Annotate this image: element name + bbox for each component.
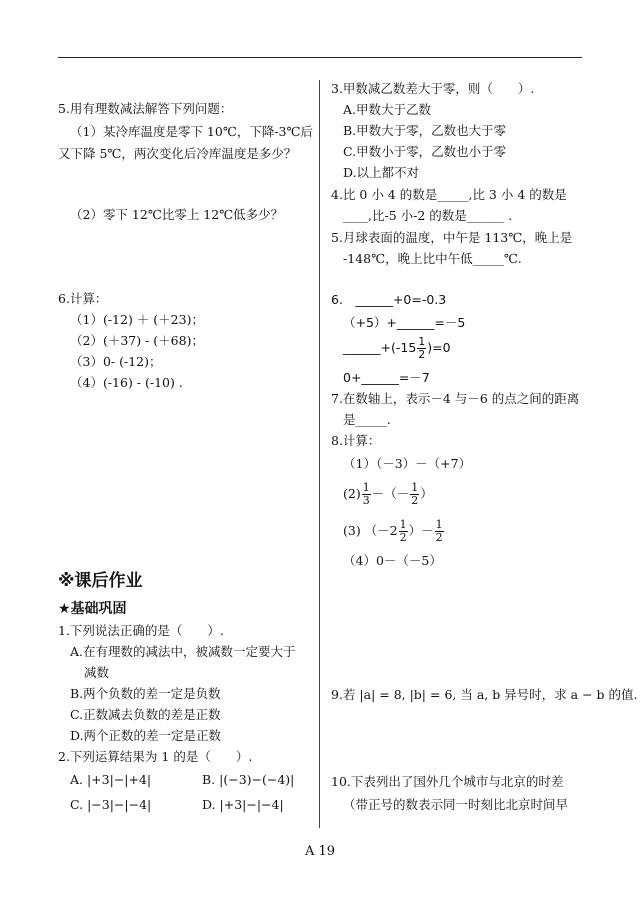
fraction-numerator: 1 xyxy=(411,481,419,494)
b1-option-b: B.两个负数的差一定是负数 xyxy=(70,686,221,701)
r-q9: 9.若 |a| = 8, |b| = 6, 当 a, b 异号时，求 a − b 的值. xyxy=(331,687,638,702)
r-q8-stem: 8.计算： xyxy=(331,433,381,448)
r-q7-line2: 是_____. xyxy=(343,412,391,427)
fraction-1-2 xyxy=(410,482,419,507)
header-rule xyxy=(58,57,582,58)
q5-part1-line2: 又下降 5℃，两次变化后冷库温度是多少？ xyxy=(58,146,297,161)
r-q6-line1: 6. ______+0=-0.3 xyxy=(331,292,447,307)
r-q8-item-4: （4）0－（－5） xyxy=(343,553,442,568)
r-q8-item-2-label: (2) xyxy=(343,486,361,501)
r-q6-line2: （+5）+______=－5 xyxy=(343,315,466,330)
column-divider xyxy=(319,80,320,828)
q5-part2: （2）零下 12℃比零上 12℃低多少？ xyxy=(70,207,284,222)
fraction-1-2-b xyxy=(435,519,444,544)
r-q8-item-2-mid: －（－ xyxy=(371,486,410,501)
r-q3-option-d: D.以上都不对 xyxy=(343,165,420,180)
r-q8-item-2 xyxy=(343,482,433,507)
b1-stem: 1.下列说法正确的是（ ）. xyxy=(58,623,224,638)
r-q4-line2: ____,比-5 小-2 的数是______ . xyxy=(343,208,513,223)
page-number: A 19 xyxy=(304,844,336,859)
q6-item-3: （3）0- (-12)； xyxy=(70,354,162,369)
r-q3-option-b: B.甲数大于零，乙数也大于零 xyxy=(343,123,507,138)
r-q6-line3-post: )=0 xyxy=(427,340,451,355)
b2-option-c: C. |−3|−|−4| xyxy=(70,797,152,812)
r-q6-line4: 0+______=－7 xyxy=(343,370,430,385)
r-q8-item-2-post: ） xyxy=(420,486,433,501)
r-q3-stem: 3.甲数减乙数差大于零，则（ ）. xyxy=(331,81,535,96)
b1-option-a-line2: 减数 xyxy=(84,665,110,680)
q6-item-2: （2）(＋37) - (＋68)； xyxy=(70,333,204,348)
fraction-numerator: 1 xyxy=(399,518,407,531)
fraction-denominator: 2 xyxy=(418,348,426,361)
q6-item-4: （4）(-16) - (-10) . xyxy=(70,375,183,390)
subsection-title: ★基础巩固 xyxy=(58,601,127,617)
r-q6-line3-fraction xyxy=(417,336,426,361)
b2-option-d: D. |+3|−|−4| xyxy=(202,797,284,812)
fraction-denominator: 2 xyxy=(399,531,407,544)
r-q3-option-a: A.甲数大于乙数 xyxy=(343,102,432,117)
b1-option-c: C.正数减去负数的差是正数 xyxy=(70,707,221,722)
q5-part1-line1: （1）某冷库温度是零下 10℃，下降-3℃后 xyxy=(70,124,313,139)
r-q10-line1: 10.下表列出了国外几个城市与北京的时差 xyxy=(331,774,564,789)
r-q6-line3 xyxy=(343,336,451,361)
r-q5-line1: 5.月球表面的温度，中午是 113℃，晚上是 xyxy=(331,230,573,245)
fraction-numerator: 1 xyxy=(435,518,443,531)
r-q10-line2: （带正号的数表示同一时刻比北京时间早 xyxy=(343,797,569,812)
q5-stem: 5.用有理数减法解答下列问题： xyxy=(58,101,233,116)
r-q8-item-3 xyxy=(343,519,445,544)
r-q3-option-c: C.甲数小于零，乙数也小于零 xyxy=(343,144,507,159)
fraction-denominator: 2 xyxy=(435,531,443,544)
r-q8-item-3-mid: ）－ xyxy=(408,523,434,538)
fraction-numerator: 1 xyxy=(362,481,370,494)
r-q8-item-1: （1）（－3）－（+7） xyxy=(343,456,472,471)
r-q5-line2: -148℃，晚上比中午低_____℃. xyxy=(343,251,522,266)
q6-stem: 6.计算： xyxy=(58,291,108,306)
fraction-denominator: 3 xyxy=(362,494,370,507)
b1-option-d: D.两个正数的差一定是正数 xyxy=(70,728,222,743)
r-q8-item-3-label: (3) （－2 xyxy=(343,523,398,538)
b2-option-a: A. |+3|−|+4| xyxy=(70,772,152,787)
r-q6-line3-pre: ______+(-15 xyxy=(343,340,417,355)
fraction-denominator: 2 xyxy=(411,494,419,507)
r-q4-line1: 4.比 0 小 4 的数是_____,比 3 小 4 的数是 xyxy=(331,187,567,202)
section-title: ※课后作业 xyxy=(58,571,143,591)
b1-option-a-line1: A.在有理数的减法中，被减数一定要大于 xyxy=(70,644,296,659)
b2-stem: 2.下列运算结果为 1 的是（ ）. xyxy=(58,749,253,764)
fraction-numerator: 1 xyxy=(418,335,426,348)
b2-option-b: B. |(−3)−(−4)| xyxy=(202,772,295,787)
fraction-1-2 xyxy=(399,519,408,544)
r-q7-line1: 7.在数轴上，表示－4 与－6 的点之间的距离 xyxy=(331,391,580,406)
fraction-1-3 xyxy=(362,482,371,507)
q6-item-1: （1）(-12) ＋ (＋23)； xyxy=(70,312,204,327)
